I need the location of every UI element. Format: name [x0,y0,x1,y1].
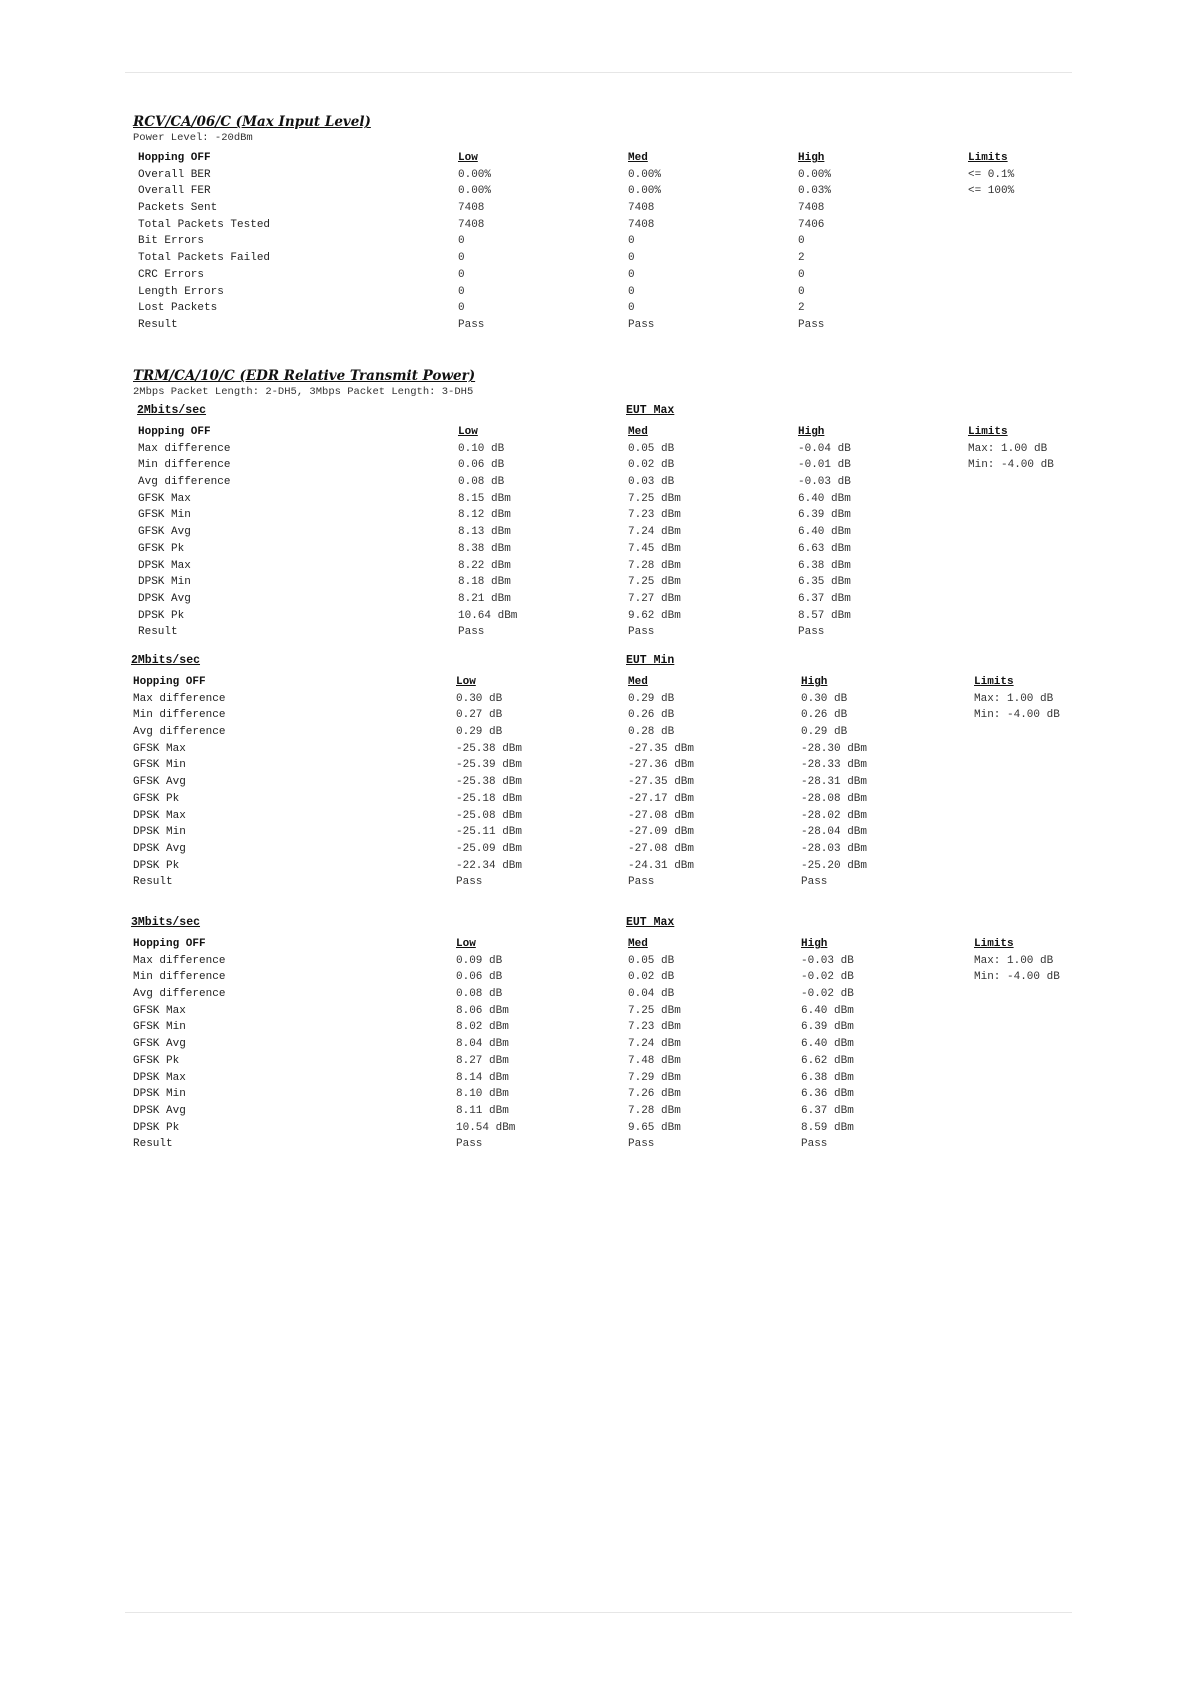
cell-med: 0.02 dB [628,459,675,472]
cell-med: Pass [628,876,655,889]
cell-low: -22.34 dBm [456,859,523,872]
header-low: Low [456,676,476,688]
group-3-rate: 3Mbits/sec [131,916,201,929]
row-label: GFSK Max [138,492,191,505]
cell-low: 8.22 dBm [458,559,511,572]
cell-low: 7408 [458,218,485,231]
cell-low: Pass [456,876,483,889]
cell-med: Pass [628,626,655,639]
row-label: Overall FER [138,185,211,198]
row-label: GFSK Min [133,1021,186,1034]
cell-high: 8.59 dBm [801,1121,854,1134]
row-label: Min difference [138,459,231,472]
cell-high: Pass [798,318,825,331]
header-limits: Limits [968,426,1008,438]
page-bottom-rule [125,1612,1072,1613]
row-label: Packets Sent [138,202,218,215]
cell-high: -0.04 dB [798,442,851,455]
cell-med: -27.09 dBm [628,826,695,839]
cell-high: -28.30 dBm [801,742,868,755]
page-top-rule [125,72,1072,73]
cell-med: 0.29 dB [628,692,675,705]
row-label: DPSK Avg [133,1104,186,1117]
cell-med: 7.23 dBm [628,1021,681,1034]
row-label: GFSK Avg [133,1038,186,1051]
cell-med: 0 [628,252,635,265]
cell-high: 6.37 dBm [801,1104,854,1117]
cell-med: 7408 [628,202,655,215]
cell-low: -25.38 dBm [456,776,523,789]
cell-low: -25.38 dBm [456,742,523,755]
row-label: GFSK Min [133,759,186,772]
cell-med: -27.08 dBm [628,809,695,822]
row-label: GFSK Avg [138,526,191,539]
header-med: Med [628,676,648,688]
cell-med: 0.05 dB [628,954,675,967]
row-label: Total Packets Failed [138,252,271,265]
cell-high: 2 [798,302,805,315]
row-label: GFSK Pk [133,1054,180,1067]
row-label: DPSK Max [138,559,191,572]
cell-low: 10.64 dBm [458,609,518,622]
cell-high: 6.39 dBm [798,509,851,522]
cell-high: -28.03 dBm [801,842,868,855]
cell-low: 0.10 dB [458,442,505,455]
cell-low: 0.29 dB [456,726,503,739]
header-low: Low [458,152,478,164]
cell-low: 0 [458,302,465,315]
cell-low: 0.06 dB [456,971,503,984]
cell-low: 8.11 dBm [456,1104,509,1117]
cell-med: 7.29 dBm [628,1071,681,1084]
cell-low: 0.30 dB [456,692,503,705]
cell-high: -28.31 dBm [801,776,868,789]
cell-med: 0.26 dB [628,709,675,722]
row-label: Total Packets Tested [138,218,271,231]
row-label: DPSK Min [133,1088,186,1101]
cell-low: 8.14 dBm [456,1071,509,1084]
row-label: DPSK Pk [133,859,180,872]
cell-limit: Max: 1.00 dB [968,442,1048,455]
cell-high: 7406 [798,218,825,231]
header-high: High [801,938,828,950]
cell-limit: Max: 1.00 dB [974,954,1054,967]
cell-med: -27.35 dBm [628,742,695,755]
row-label: Result [138,318,178,331]
cell-med: 0.00% [628,168,662,181]
cell-low: -25.09 dBm [456,842,523,855]
cell-high: 6.35 dBm [798,576,851,589]
group-2-eut: EUT Min [626,654,675,667]
cell-limit: Min: -4.00 dB [974,971,1060,984]
cell-low: Pass [458,318,485,331]
cell-low: 8.10 dBm [456,1088,509,1101]
cell-high: 8.57 dBm [798,609,851,622]
cell-limit: Max: 1.00 dB [974,692,1054,705]
row-label: DPSK Min [133,826,186,839]
row-label: Min difference [133,971,226,984]
group-2-rate: 2Mbits/sec [131,654,201,667]
cell-high: -0.03 dB [801,954,854,967]
cell-limit: <= 0.1% [968,168,1015,181]
cell-high: 6.62 dBm [801,1054,854,1067]
cell-med: -27.17 dBm [628,792,695,805]
cell-low: -25.18 dBm [456,792,523,805]
cell-med: 7.24 dBm [628,526,681,539]
cell-med: 0.02 dB [628,971,675,984]
cell-low: 0.08 dB [456,988,503,1001]
header-med: Med [628,938,648,950]
cell-low: Pass [456,1138,483,1151]
cell-high: 0 [798,285,805,298]
cell-low: 0.09 dB [456,954,503,967]
header-limits: Limits [968,152,1008,164]
header-high: High [798,152,825,164]
cell-med: 7.28 dBm [628,559,681,572]
row-label: Avg difference [133,988,226,1001]
cell-low: 8.18 dBm [458,576,511,589]
group-3-eut: EUT Max [626,916,675,929]
cell-high: 0.03% [798,185,832,198]
cell-med: 9.62 dBm [628,609,681,622]
header-hopping: Hopping OFF [133,676,206,688]
cell-high: 0 [798,235,805,248]
row-label: Avg difference [138,476,231,489]
trm-packet-length: 2Mbps Packet Length: 2-DH5, 3Mbps Packet Length: 3-DH5 [133,386,474,398]
row-label: Min difference [133,709,226,722]
cell-low: 8.06 dBm [456,1004,509,1017]
cell-low: -25.39 dBm [456,759,523,772]
cell-low: 8.13 dBm [458,526,511,539]
cell-low: 0.08 dB [458,476,505,489]
cell-high: -0.01 dB [798,459,851,472]
cell-high: -0.03 dB [798,476,851,489]
cell-low: 8.04 dBm [456,1038,509,1051]
cell-med: Pass [628,1138,655,1151]
header-high: High [801,676,828,688]
cell-med: 7.48 dBm [628,1054,681,1067]
row-label: Bit Errors [138,235,205,248]
cell-limit: <= 100% [968,185,1015,198]
row-label: Length Errors [138,285,224,298]
cell-med: 0 [628,285,635,298]
cell-low: 0.06 dB [458,459,505,472]
cell-med: 0 [628,268,635,281]
cell-low: 0 [458,285,465,298]
cell-high: 6.40 dBm [798,526,851,539]
cell-med: -27.35 dBm [628,776,695,789]
cell-low: 0.00% [458,185,492,198]
row-label: GFSK Pk [133,792,180,805]
cell-med: -27.08 dBm [628,842,695,855]
header-limits: Limits [974,938,1014,950]
rcv-power-level: Power Level: -20dBm [133,132,253,144]
cell-high: -25.20 dBm [801,859,868,872]
cell-med: 7.27 dBm [628,592,681,605]
cell-high: 0.29 dB [801,726,848,739]
cell-high: -28.04 dBm [801,826,868,839]
cell-med: 7.25 dBm [628,576,681,589]
cell-high: Pass [801,1138,828,1151]
row-label: GFSK Max [133,1004,186,1017]
cell-med: 0.28 dB [628,726,675,739]
cell-high: 6.39 dBm [801,1021,854,1034]
cell-low: 8.12 dBm [458,509,511,522]
cell-high: 0 [798,268,805,281]
cell-high: -0.02 dB [801,988,854,1001]
header-low: Low [456,938,476,950]
cell-high: -28.08 dBm [801,792,868,805]
cell-high: Pass [798,626,825,639]
cell-low: 8.27 dBm [456,1054,509,1067]
cell-high: -28.02 dBm [801,809,868,822]
cell-med: 7.28 dBm [628,1104,681,1117]
group-1-rate: 2Mbits/sec [137,404,207,417]
row-label: Result [133,876,173,889]
row-label: DPSK Avg [138,592,191,605]
row-label: Result [138,626,178,639]
cell-high: 6.63 dBm [798,542,851,555]
row-label: Result [133,1138,173,1151]
cell-low: 8.38 dBm [458,542,511,555]
group-1-eut: EUT Max [626,404,675,417]
row-label: CRC Errors [138,268,205,281]
cell-high: 6.40 dBm [801,1038,854,1051]
header-hopping: Hopping OFF [133,938,206,950]
cell-med: 0.05 dB [628,442,675,455]
row-label: DPSK Pk [133,1121,180,1134]
cell-med: 0 [628,235,635,248]
cell-high: 6.38 dBm [801,1071,854,1084]
cell-med: 0.04 dB [628,988,675,1001]
cell-med: Pass [628,318,655,331]
row-label: GFSK Avg [133,776,186,789]
cell-low: 0.27 dB [456,709,503,722]
cell-high: 0.26 dB [801,709,848,722]
cell-low: 8.02 dBm [456,1021,509,1034]
header-med: Med [628,426,648,438]
cell-low: 0.00% [458,168,492,181]
row-label: Max difference [133,954,226,967]
header-hopping: Hopping OFF [138,426,211,438]
cell-low: -25.11 dBm [456,826,523,839]
row-label: GFSK Min [138,509,191,522]
cell-high: 6.40 dBm [798,492,851,505]
cell-low: 7408 [458,202,485,215]
row-label: Overall BER [138,168,211,181]
cell-med: 7.26 dBm [628,1088,681,1101]
cell-limit: Min: -4.00 dB [974,709,1060,722]
header-hopping: Hopping OFF [138,152,211,164]
cell-med: 0.03 dB [628,476,675,489]
cell-low: 0 [458,252,465,265]
rcv-section-title: RCV/CA/06/C (Max Input Level) [133,114,371,130]
cell-high: 6.37 dBm [798,592,851,605]
cell-med: 7.23 dBm [628,509,681,522]
row-label: DPSK Min [138,576,191,589]
row-label: GFSK Max [133,742,186,755]
cell-high: 0.30 dB [801,692,848,705]
row-label: Max difference [138,442,231,455]
row-label: Lost Packets [138,302,218,315]
cell-med: 0.00% [628,185,662,198]
cell-high: 6.36 dBm [801,1088,854,1101]
cell-low: 0 [458,235,465,248]
cell-high: -28.33 dBm [801,759,868,772]
cell-low: 0 [458,268,465,281]
row-label: GFSK Pk [138,542,185,555]
row-label: DPSK Max [133,809,186,822]
cell-med: 7.24 dBm [628,1038,681,1051]
cell-high: 6.40 dBm [801,1004,854,1017]
row-label: Avg difference [133,726,226,739]
cell-low: 8.21 dBm [458,592,511,605]
cell-high: 2 [798,252,805,265]
trm-section-title: TRM/CA/10/C (EDR Relative Transmit Power) [133,368,476,384]
cell-med: 7.25 dBm [628,1004,681,1017]
header-low: Low [458,426,478,438]
row-label: DPSK Max [133,1071,186,1084]
cell-med: 7408 [628,218,655,231]
row-label: DPSK Pk [138,609,185,622]
cell-med: 7.45 dBm [628,542,681,555]
header-limits: Limits [974,676,1014,688]
header-high: High [798,426,825,438]
cell-limit: Min: -4.00 dB [968,459,1054,472]
cell-med: -27.36 dBm [628,759,695,772]
cell-high: 6.38 dBm [798,559,851,572]
cell-med: 0 [628,302,635,315]
cell-med: 7.25 dBm [628,492,681,505]
cell-high: 0.00% [798,168,832,181]
cell-low: Pass [458,626,485,639]
cell-low: 10.54 dBm [456,1121,516,1134]
row-label: Max difference [133,692,226,705]
row-label: DPSK Avg [133,842,186,855]
cell-low: -25.08 dBm [456,809,523,822]
cell-low: 8.15 dBm [458,492,511,505]
cell-med: 9.65 dBm [628,1121,681,1134]
cell-med: -24.31 dBm [628,859,695,872]
cell-high: 7408 [798,202,825,215]
header-med: Med [628,152,648,164]
cell-high: -0.02 dB [801,971,854,984]
cell-high: Pass [801,876,828,889]
